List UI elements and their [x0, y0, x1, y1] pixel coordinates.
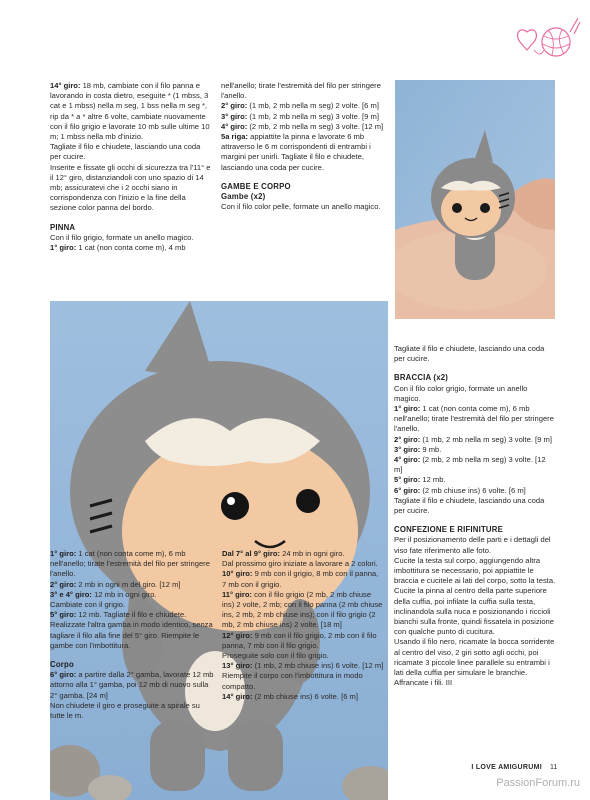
spiral-note: Non chiudete il giro e proseguite a spirale su tutte le m. [50, 700, 200, 721]
subsection-corpo: Corpo [50, 660, 74, 670]
assembly-para-2: Cucite la testa sul corpo, aggiungendo altra imbottitura se necessario, poi appiattite le braccia e cucitele ai lati del corpo, sotto la testa. [394, 555, 556, 586]
watermark: PassionForum.ru [496, 777, 580, 789]
body-round-7-9: Dal 7° al 9° giro: 24 mb in ogni giro. [222, 549, 345, 558]
column-4 [50, 549, 215, 721]
photo-amigurumi-in-hand [395, 80, 555, 319]
arms-round-4: 4° giro: (2 mb, 2 mb nella m seg) 3 volte. [12 m] [394, 455, 546, 475]
legs-round-3-4: 3° e 4° giro: 12 mb in ogni giro. [50, 589, 157, 599]
eyes-instruction: Inserite e fissate gli occhi di sicurezza tra l'11° e il 12° giro, distanziandoli con uno spazio di 14 mb; assicuratevi che i 2 occhi siano in corrispondenza con l'inizio e la fine della sezione color panna del bordo. [50, 162, 211, 213]
assembly-para-3: Cucite la pinna al centro della parte superiore della cuffia, poi infilate la cuffia sulla testa, inclinandola sulla nuca e posizionando i riccioli bianchi sulla fronte, quindi fissatela in posizione con qualche punto di cucitura. [394, 586, 554, 637]
arms-round-3: 3° giro: 9 mb. [394, 444, 442, 454]
footer-brand: I LOVE AMIGURUMI [471, 764, 542, 771]
cut-thread-text-2: Tagliate il filo e chiudete, lasciando una coda per cucire. [394, 344, 545, 364]
yarn-ball-heart-icon [512, 12, 582, 70]
cut-thread-text: Tagliate il filo e chiudete, lasciando una coda per cucire. [50, 142, 201, 162]
pinna-round-1: 1° giro: 1 cat (non conta come m), 4 mb [50, 243, 186, 253]
legs-round-1: 1° giro: 1 cat (non conta come m), 6 mb nell'anello; tirate l'estremità del filo per stringere l'anello. [50, 549, 210, 579]
pinna-round-4: 4° giro: (2 mb, 2 mb nella m seg) 3 volte. [12 m] [221, 121, 384, 131]
gambe-intro: Con il filo color pelle, formate un anello magico. [221, 202, 381, 212]
assembly-para-4: Usando il filo nero, ricamate la bocca sorridente al centro del viso, 2 giri sotto agli occhi, poi ricamate 3 piccole linee parallele su entrambi i lati della cuffia per simulare le branchie. Affrancate i fili. III [394, 637, 555, 688]
section-title-gambe-corpo: GAMBE E CORPO [221, 181, 291, 191]
pinna-row-5: 5a riga: appiattite la pinna e lavorate 6 mb attraverso le 6 m corrispondenti di entrambi i margini per unirli. Tagliate il filo e chiudete, lasciando una coda per cucire. [221, 132, 371, 172]
stuff-body-note: Riempite il corpo con l'imbottitura in modo compatto. [222, 671, 363, 691]
column-3 [394, 344, 556, 689]
body-round-14: 14° giro: (2 mb chiuse ins) 6 volte. [6 m] [222, 691, 358, 701]
two-colors-note: Dal prossimo giro iniziate a lavorare a 2 colori. [222, 559, 378, 569]
change-grey: Cambiate con il grigio. [50, 600, 126, 610]
arms-end-text: Tagliate il filo e chiudete, lasciando una coda per cucire. [394, 495, 545, 516]
legs-round-5: 5° giro: 12 mb. Tagliate il filo e chiudete. Realizzate l'altra gamba in modo identico, senza tagliare il filo alla fine del 5° giro. Riempite le gambe con l'imbottitura. [50, 610, 213, 650]
grey-only-note: Proseguite solo con il filo grigio. [222, 651, 329, 661]
round-14-text: 14° giro: 18 mb, cambiate con il filo panna e lavorando in costa dietro, eseguite * (1 mbss, 3 cat e 1 mbss) nella m seg, 1 bss nella m seg *, rip da * a * altre 6 volte, cambiate nuovamente con il filo grigio e lavorate 10 mb sulle ultime 10 m; 1 mbss nella mb d'inizio. [50, 81, 210, 142]
end-mark: III [443, 678, 453, 688]
body-round-13: 13° giro: (1 mb, 2 mb chiuse ins) 6 volte. [12 m] [222, 661, 384, 671]
pinna-continued: nell'anello; tirate l'estremità del filo per stringere l'anello. [221, 81, 381, 101]
subsection-gambe: Gambe (x2) [221, 192, 266, 202]
column-5 [222, 549, 384, 702]
section-title-braccia: BRACCIA (x2) [394, 373, 449, 383]
braccia-intro: Con il filo color grigio, formate un anello magico. [394, 383, 528, 403]
pinna-round-2: 2° giro: (1 mb, 2 mb nella m seg) 2 volte. [6 m] [221, 101, 379, 111]
arms-round-5: 5° giro: 12 mb. [394, 475, 446, 485]
assembly-para-1: Per il posizionamento delle parti e i dettagli del viso fate riferimento alle foto. [394, 535, 551, 555]
legs-round-2: 2° giro: 2 mb in ogni m del giro. [12 m] [50, 579, 181, 589]
section-title-confezione: CONFEZIONE E RIFINITURE [394, 525, 503, 535]
column-1 [50, 81, 213, 253]
pinna-intro: Con il filo grigio, formate un anello magico. [50, 232, 194, 242]
body-round-10: 10° giro: 9 mb con il grigio, 8 mb con il panna, 7 mb con il grigio. [222, 569, 379, 589]
body-round-6: 6° giro: a partire dalla 2° gamba, lavorate 12 mb attorno alla 1° gamba, poi 12 mb di nuovo sulla 2° gamba. [24 m] [50, 670, 214, 700]
section-title-pinna: PINNA [50, 222, 76, 232]
arms-round-6: 6° giro: (2 mb chiuse ins) 6 volte. [6 m] [394, 485, 526, 495]
arms-round-2: 2° giro: (1 mb, 2 mb nella m seg) 3 volte. [9 m] [394, 434, 552, 444]
arms-round-1: 1° giro: 1 cat (non conta come m), 6 mb nell'anello; tirate l'estremità del filo per stringere l'anello. [394, 404, 554, 434]
column-2 [221, 81, 385, 212]
body-round-12: 12° giro: 9 mb con il filo grigio, 2 mb con il filo panna, 7 mb con il filo grigio. [222, 630, 377, 650]
page-number: 11 [550, 764, 558, 771]
body-round-11: 11° giro: con il filo grigio (2 mb, 2 mb chiuse ins) 2 volte, 2 mb; con il filo panna (2 mb chiuse ins, 2 mb, 2 mb chiuse ins); con il filo grigio (2 mb, 2 mb chiuse ins) 2 volte. [18 m] [222, 589, 383, 630]
pinna-round-3: 3° giro: (1 mb, 2 mb nella m seg) 3 volte. [9 m] [221, 111, 379, 121]
